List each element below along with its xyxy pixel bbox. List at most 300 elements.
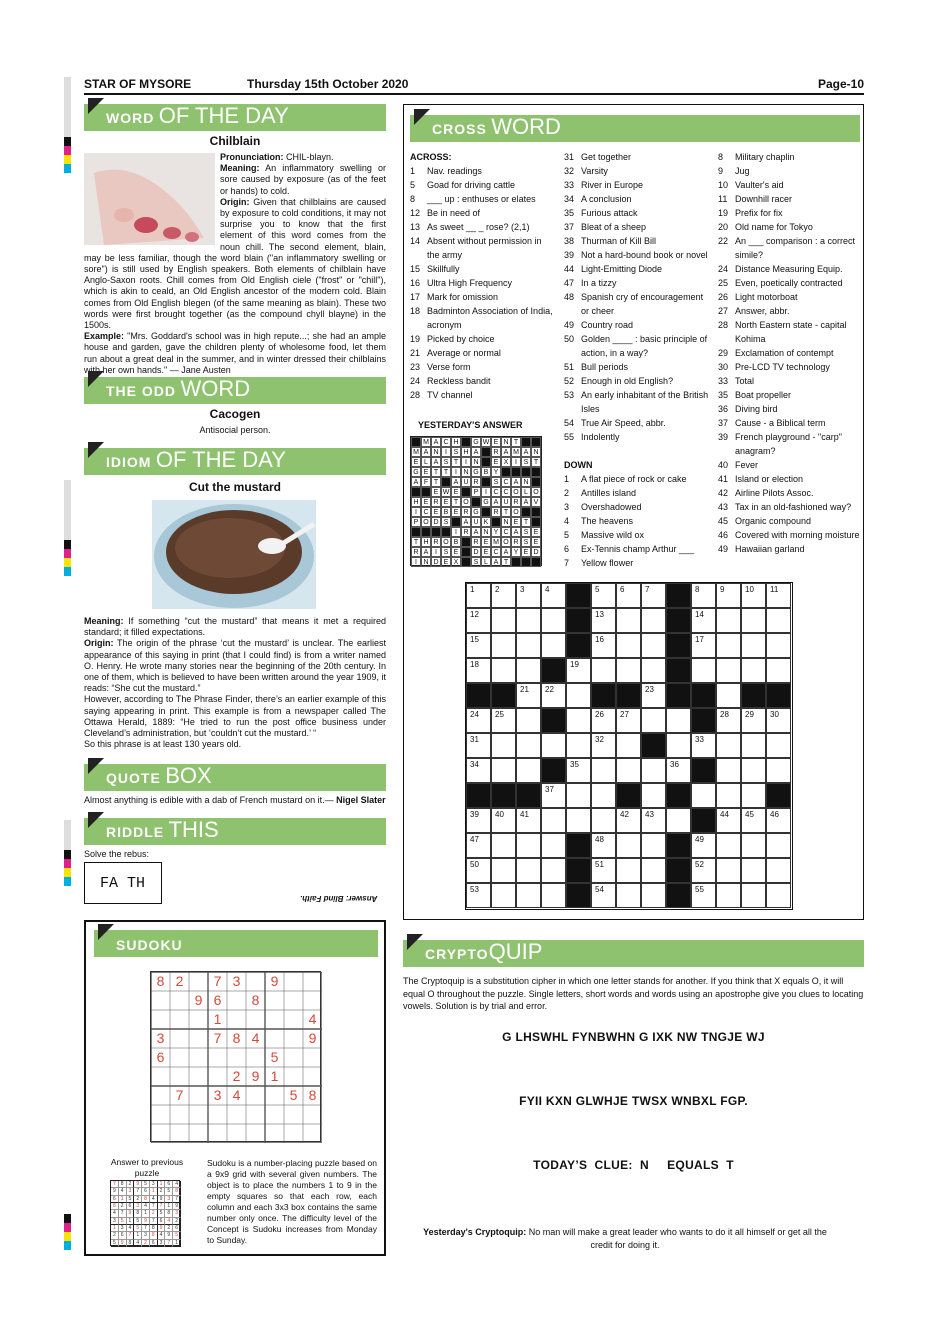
crossword-cell[interactable] — [741, 833, 766, 858]
sudoku-cell[interactable] — [208, 1105, 227, 1124]
crossword-cell[interactable] — [491, 758, 516, 783]
crossword-cell[interactable] — [491, 833, 516, 858]
crossword-cell[interactable]: 50 — [466, 858, 491, 883]
crossword-cell[interactable] — [741, 883, 766, 908]
crossword-cell[interactable] — [691, 658, 716, 683]
crossword-cell[interactable] — [641, 883, 666, 908]
clue-item: 37 Bleat of a sheep — [564, 222, 647, 232]
answer-letter: C — [501, 527, 511, 537]
sudoku-cell[interactable]: 8 — [232, 1030, 241, 1046]
crossword-cell[interactable] — [491, 733, 516, 758]
crossword-cell[interactable] — [716, 633, 741, 658]
answer-digit: 3 — [158, 1240, 166, 1247]
crossword-cell[interactable] — [666, 808, 691, 833]
crossword-grid[interactable] — [465, 582, 793, 910]
sudoku-cell[interactable]: 2 — [175, 973, 184, 989]
sudoku-cell[interactable]: 9 — [270, 973, 279, 989]
answer-letter: U — [461, 477, 471, 487]
crossword-cell[interactable] — [491, 883, 516, 908]
clue-item: 18 Badminton Association of India, acronym — [410, 306, 553, 330]
crossword-cell[interactable] — [641, 783, 666, 808]
crossword-cell[interactable]: 49 — [691, 833, 716, 858]
crossword-cell[interactable] — [741, 783, 766, 808]
sudoku-cell[interactable] — [151, 991, 170, 1010]
answer-letter: B — [441, 507, 451, 517]
sudoku-cell[interactable] — [170, 1067, 189, 1086]
sudoku-cell[interactable] — [189, 1124, 208, 1143]
crossword-cell[interactable] — [566, 733, 591, 758]
sudoku-cell[interactable] — [151, 1105, 170, 1124]
crossword-cell[interactable]: 48 — [591, 833, 616, 858]
answer-letter: O — [511, 487, 521, 497]
answer-digit: 9 — [173, 1203, 181, 1210]
sudoku-cell[interactable] — [189, 972, 208, 991]
answer-letter: A — [521, 447, 531, 457]
crossword-cell[interactable]: 51 — [591, 858, 616, 883]
crossword-cell[interactable]: 55 — [691, 883, 716, 908]
crossword-cell[interactable] — [666, 733, 691, 758]
sudoku-cell[interactable] — [189, 1067, 208, 1086]
crossword-cell[interactable] — [516, 658, 541, 683]
crossword-cell[interactable] — [566, 783, 591, 808]
answer-letter: A — [511, 477, 521, 487]
crossword-cell[interactable] — [716, 733, 741, 758]
crossword-cell[interactable] — [666, 708, 691, 733]
answer-digit: 9 — [165, 1232, 173, 1239]
crossword-cell[interactable] — [591, 783, 616, 808]
sudoku-cell[interactable] — [151, 1086, 170, 1105]
sudoku-cell[interactable]: 3 — [156, 1030, 165, 1046]
sudoku-previous-answer — [110, 1180, 180, 1246]
answer-digit: 7 — [127, 1232, 135, 1239]
answer-letter: R — [471, 477, 481, 487]
sudoku-cell[interactable] — [265, 1010, 284, 1029]
answer-letter: R — [431, 537, 441, 547]
crossword-cell[interactable]: 34 — [466, 758, 491, 783]
answer-digit: 4 — [142, 1203, 150, 1210]
answer-digit: 9 — [134, 1181, 142, 1188]
crossword-cell[interactable]: 52 — [691, 858, 716, 883]
sudoku-cell[interactable] — [170, 1010, 189, 1029]
crossword-cell[interactable] — [766, 758, 791, 783]
clue-item: 37 Cause - a Biblical term — [718, 418, 826, 428]
crossword-cell[interactable]: 19 — [566, 658, 591, 683]
crossword-cell[interactable]: 23 — [641, 683, 666, 708]
sudoku-cell[interactable]: 5 — [270, 1049, 279, 1065]
crossword-cell[interactable]: 42 — [616, 808, 641, 833]
crossword-cell[interactable]: 15 — [466, 633, 491, 658]
sudoku-cell[interactable]: 1 — [213, 1011, 222, 1027]
crossword-cell[interactable] — [716, 858, 741, 883]
crossword-cell[interactable] — [591, 758, 616, 783]
clue-item: 30 Pre-LCD TV technology — [718, 362, 830, 372]
sudoku-cell[interactable]: 7 — [213, 1030, 222, 1046]
answer-block — [461, 437, 471, 447]
answer-letter: A — [431, 437, 441, 447]
sudoku-cell[interactable]: 9 — [308, 1030, 317, 1046]
crossword-cell[interactable] — [641, 658, 666, 683]
sudoku-cell[interactable] — [284, 1105, 303, 1124]
sudoku-cell[interactable]: 8 — [251, 992, 260, 1008]
crossword-cell[interactable] — [741, 633, 766, 658]
crossword-cell[interactable]: 25 — [491, 708, 516, 733]
crossword-cell[interactable]: 5 — [591, 583, 616, 608]
sudoku-cell[interactable] — [265, 991, 284, 1010]
crossword-cell[interactable]: 36 — [666, 758, 691, 783]
sudoku-cell[interactable] — [227, 1048, 246, 1067]
sudoku-banner: SUDOKU — [94, 930, 378, 957]
crossword-cell[interactable] — [616, 758, 641, 783]
crossword-cell[interactable]: 44 — [716, 808, 741, 833]
sudoku-cell[interactable] — [246, 1086, 265, 1105]
clue-item: 5 Goad for driving cattle — [410, 180, 516, 190]
crossword-block — [566, 633, 591, 658]
sudoku-cell[interactable] — [151, 1067, 170, 1086]
answer-letter: N — [471, 457, 481, 467]
crossword-cell[interactable]: 13 — [591, 608, 616, 633]
crossword-cell[interactable] — [766, 733, 791, 758]
answer-block — [411, 487, 421, 497]
sudoku-cell[interactable] — [284, 1010, 303, 1029]
crossword-cell[interactable] — [516, 733, 541, 758]
crossword-cell[interactable]: 35 — [566, 758, 591, 783]
crossword-block — [666, 633, 691, 658]
crossword-cell[interactable]: 39 — [466, 808, 491, 833]
crossword-cell[interactable] — [566, 683, 591, 708]
crossword-cell[interactable]: 22 — [541, 683, 566, 708]
sudoku-cell[interactable] — [208, 1124, 227, 1143]
sudoku-cell[interactable] — [170, 1029, 189, 1048]
clue-item: 20 Old name for Tokyo — [718, 222, 813, 232]
sudoku-cell[interactable]: 6 — [213, 992, 222, 1008]
sudoku-cell[interactable] — [284, 991, 303, 1010]
answer-digit: 7 — [134, 1188, 142, 1195]
answer-letter: P — [411, 517, 421, 527]
sudoku-cell[interactable] — [227, 991, 246, 1010]
sudoku-cell[interactable] — [284, 1067, 303, 1086]
crossword-cell[interactable]: 54 — [591, 883, 616, 908]
answer-digit: 1 — [111, 1225, 119, 1232]
crossword-cell[interactable]: 30 — [766, 708, 791, 733]
answer-letter: A — [431, 457, 441, 467]
crossword-cell[interactable] — [516, 708, 541, 733]
crossword-cell[interactable]: 11 — [766, 583, 791, 608]
answer-digit: 7 — [111, 1181, 119, 1188]
clue-item: 12 Be in need of — [410, 208, 481, 218]
sudoku-cell[interactable] — [151, 1124, 170, 1143]
crossword-cell[interactable]: 33 — [691, 733, 716, 758]
answer-digit: 7 — [142, 1225, 150, 1232]
sudoku-cell[interactable]: 3 — [232, 973, 241, 989]
sudoku-cell[interactable] — [189, 1029, 208, 1048]
crossword-cell[interactable] — [766, 633, 791, 658]
crossword-cell[interactable] — [591, 658, 616, 683]
crossword-cell[interactable] — [516, 833, 541, 858]
answer-digit: 3 — [142, 1232, 150, 1239]
crossword-cell[interactable] — [491, 608, 516, 633]
crossword-cell[interactable] — [541, 608, 566, 633]
crossword-cell[interactable]: 29 — [741, 708, 766, 733]
answer-letter: E — [491, 457, 501, 467]
crossword-cell[interactable] — [716, 683, 741, 708]
crossword-cell[interactable]: 21 — [516, 683, 541, 708]
crossword-cell[interactable] — [716, 758, 741, 783]
page-header — [84, 77, 864, 95]
crossword-block — [566, 608, 591, 633]
answer-letter: E — [421, 467, 431, 477]
crossword-cell[interactable] — [541, 733, 566, 758]
answer-digit: 8 — [127, 1240, 135, 1247]
crossword-cell[interactable]: 7 — [641, 583, 666, 608]
answer-digit: 8 — [150, 1225, 158, 1232]
sudoku-cell[interactable] — [246, 1124, 265, 1143]
crossword-cell[interactable]: 32 — [591, 733, 616, 758]
crossword-cell[interactable]: 27 — [616, 708, 641, 733]
answer-block — [511, 557, 521, 567]
answer-letter: A — [421, 547, 431, 557]
sudoku-cell[interactable] — [246, 1105, 265, 1124]
crossword-cell[interactable]: 16 — [591, 633, 616, 658]
sudoku-cell[interactable]: 6 — [156, 1049, 165, 1065]
sudoku-cell[interactable]: 4 — [232, 1087, 241, 1103]
crossword-cell[interactable]: 9 — [716, 583, 741, 608]
sudoku-cell[interactable] — [303, 1124, 322, 1143]
sudoku-cell[interactable] — [265, 1124, 284, 1143]
sudoku-cell[interactable] — [170, 1105, 189, 1124]
sudoku-cell[interactable]: 9 — [194, 992, 203, 1008]
crossword-cell[interactable] — [616, 608, 641, 633]
answer-letter: I — [511, 457, 521, 467]
clue-item: 39 Not a hard-bound book or novel — [564, 250, 708, 260]
crossword-cell[interactable] — [766, 833, 791, 858]
sudoku-cell[interactable] — [303, 991, 322, 1010]
crossword-block — [666, 683, 691, 708]
clue-item: 35 Furious attack — [564, 208, 638, 218]
sudoku-cell[interactable] — [227, 1124, 246, 1143]
crossword-cell[interactable] — [566, 708, 591, 733]
crossword-cell[interactable]: 43 — [641, 808, 666, 833]
sudoku-cell[interactable] — [265, 1086, 284, 1105]
cryptoquip-intro: The Cryptoquip is a substitution cipher in which one letter stands for another. If you think that X equals O, it will equal O throughout the puzzle. Single letters, short words and words using an apostrophe give you clues to locating vowels. Solution is by trial and error. — [403, 976, 864, 1011]
sudoku-cell[interactable] — [189, 1010, 208, 1029]
sudoku-cell[interactable] — [284, 1124, 303, 1143]
crossword-cell[interactable] — [616, 883, 641, 908]
sudoku-cell[interactable] — [170, 1048, 189, 1067]
clue-item: 21 Average or normal — [410, 348, 501, 358]
crossword-cell[interactable]: 1 — [466, 583, 491, 608]
crossword-cell[interactable]: 41 — [516, 808, 541, 833]
crossword-cell[interactable]: 26 — [591, 708, 616, 733]
sudoku-cell[interactable] — [303, 972, 322, 991]
crossword-cell[interactable] — [766, 858, 791, 883]
sudoku-cell[interactable] — [227, 1105, 246, 1124]
crossword-cell[interactable]: 45 — [741, 808, 766, 833]
clue-item: 49 Country road — [564, 320, 634, 330]
sudoku-cell[interactable]: 5 — [289, 1087, 298, 1103]
answer-letter: T — [511, 437, 521, 447]
answer-letter: L — [481, 557, 491, 567]
crossword-cell[interactable] — [716, 783, 741, 808]
crossword-cell[interactable]: 31 — [466, 733, 491, 758]
answer-block — [411, 527, 421, 537]
crossword-cell[interactable]: 10 — [741, 583, 766, 608]
sudoku-cell[interactable]: 3 — [213, 1087, 222, 1103]
sudoku-cell[interactable] — [189, 1048, 208, 1067]
crossword-cell[interactable] — [516, 858, 541, 883]
crossword-cell[interactable]: 28 — [716, 708, 741, 733]
answer-digit: 5 — [127, 1196, 135, 1203]
crossword-cell[interactable]: 2 — [491, 583, 516, 608]
answer-block — [531, 437, 541, 447]
crossword-cell[interactable]: 37 — [541, 783, 566, 808]
sudoku-cell[interactable] — [208, 1048, 227, 1067]
crossword-cell[interactable] — [541, 883, 566, 908]
crossword-cell[interactable] — [641, 708, 666, 733]
crossword-cell[interactable] — [516, 608, 541, 633]
crossword-cell[interactable]: 24 — [466, 708, 491, 733]
odd-word-banner: THE ODD WORD — [84, 377, 386, 404]
answer-letter: K — [481, 517, 491, 527]
clue-item: 33 Total — [718, 376, 755, 386]
crossword-cell[interactable] — [641, 608, 666, 633]
sudoku-cell[interactable] — [265, 1105, 284, 1124]
rebus-box: FA TH — [84, 862, 162, 904]
clue-item: 23 Verse form — [410, 362, 471, 372]
answer-digit: 4 — [134, 1240, 142, 1247]
odd-word-title: Cacogen — [209, 407, 261, 421]
crossword-cell[interactable] — [716, 608, 741, 633]
sudoku-cell[interactable] — [246, 1010, 265, 1029]
crossword-cell[interactable] — [616, 858, 641, 883]
sudoku-cell[interactable] — [284, 1048, 303, 1067]
crossword-cell[interactable] — [616, 733, 641, 758]
crossword-block — [691, 708, 716, 733]
crossword-cell[interactable]: 18 — [466, 658, 491, 683]
crossword-cell[interactable] — [641, 858, 666, 883]
sudoku-cell[interactable] — [170, 991, 189, 1010]
sudoku-cell[interactable]: 7 — [213, 973, 222, 989]
answer-letter: R — [411, 547, 421, 557]
sudoku-cell[interactable] — [170, 1124, 189, 1143]
clue-item: 28 North Eastern state - capital Kohima — [718, 320, 847, 344]
crossword-cell[interactable] — [766, 883, 791, 908]
sudoku-cell[interactable] — [208, 1067, 227, 1086]
crossword-cell[interactable] — [541, 833, 566, 858]
crossword-cell[interactable] — [491, 858, 516, 883]
answer-digit: 8 — [150, 1232, 158, 1239]
answer-letter: S — [441, 457, 451, 467]
crossword-cell[interactable] — [616, 633, 641, 658]
crossword-cell[interactable]: 53 — [466, 883, 491, 908]
sudoku-cell[interactable] — [189, 1086, 208, 1105]
crossword-cell[interactable]: 12 — [466, 608, 491, 633]
crossword-cell[interactable] — [541, 633, 566, 658]
crossword-cell[interactable] — [516, 758, 541, 783]
sudoku-cell[interactable]: 8 — [156, 973, 165, 989]
crossword-cell[interactable] — [741, 758, 766, 783]
crossword-cell[interactable] — [641, 633, 666, 658]
crossword-cell[interactable]: 40 — [491, 808, 516, 833]
crossword-cell[interactable] — [741, 858, 766, 883]
sudoku-cell[interactable] — [151, 1010, 170, 1029]
crossword-cell[interactable] — [641, 833, 666, 858]
clue-item: 9 Jug — [718, 166, 750, 176]
crossword-cell[interactable]: 14 — [691, 608, 716, 633]
sudoku-cell[interactable]: 8 — [308, 1087, 317, 1103]
answer-block — [481, 447, 491, 457]
sudoku-cell[interactable] — [303, 1067, 322, 1086]
crossword-cell[interactable]: 47 — [466, 833, 491, 858]
crossword-cell[interactable] — [566, 808, 591, 833]
crossword-cell[interactable] — [641, 758, 666, 783]
crossword-block — [491, 683, 516, 708]
crossword-cell[interactable] — [541, 808, 566, 833]
crossword-cell[interactable] — [541, 858, 566, 883]
crossword-cell[interactable] — [716, 658, 741, 683]
sudoku-cell[interactable] — [284, 972, 303, 991]
sudoku-cell[interactable] — [303, 1105, 322, 1124]
sudoku-cell[interactable] — [246, 972, 265, 991]
answer-digit: 3 — [173, 1210, 181, 1217]
crossword-cell[interactable]: 6 — [616, 583, 641, 608]
crossword-cell[interactable] — [716, 833, 741, 858]
crossword-cell[interactable] — [516, 633, 541, 658]
crossword-cell[interactable]: 4 — [541, 583, 566, 608]
sudoku-cell[interactable]: 9 — [251, 1068, 260, 1084]
crossword-cell[interactable]: 8 — [691, 583, 716, 608]
crossword-cell[interactable] — [741, 658, 766, 683]
sudoku-cell[interactable] — [284, 1029, 303, 1048]
sudoku-cell[interactable]: 4 — [251, 1030, 260, 1046]
answer-letter: A — [461, 517, 471, 527]
crossword-cell[interactable] — [766, 658, 791, 683]
crossword-cell[interactable] — [716, 883, 741, 908]
clue-item: 48 Spanish cry of encouragement or cheer — [564, 292, 704, 316]
sudoku-cell[interactable] — [303, 1048, 322, 1067]
crossword-cell[interactable] — [591, 808, 616, 833]
crossword-cell[interactable] — [766, 608, 791, 633]
answer-digit: 7 — [158, 1203, 166, 1210]
answer-letter: S — [521, 457, 531, 467]
crossword-cell[interactable] — [616, 833, 641, 858]
crossword-cell[interactable] — [516, 883, 541, 908]
sudoku-cell[interactable] — [246, 1048, 265, 1067]
answer-letter: A — [471, 447, 481, 457]
sudoku-cell[interactable]: 2 — [232, 1068, 241, 1084]
answer-digit: 6 — [173, 1225, 181, 1232]
answer-digit: 2 — [127, 1181, 135, 1188]
crossword-cell[interactable] — [491, 633, 516, 658]
crossword-cell[interactable] — [616, 658, 641, 683]
answer-digit: 9 — [111, 1188, 119, 1195]
crossword-cell[interactable]: 17 — [691, 633, 716, 658]
crossword-cell[interactable] — [741, 608, 766, 633]
sudoku-cell[interactable] — [227, 1010, 246, 1029]
across-heading: ACROSS: — [410, 152, 452, 162]
crossword-cell[interactable]: 46 — [766, 808, 791, 833]
sudoku-cell[interactable]: 7 — [175, 1087, 184, 1103]
crossword-cell[interactable] — [691, 783, 716, 808]
crossword-cell[interactable]: 3 — [516, 583, 541, 608]
sudoku-cell[interactable] — [189, 1105, 208, 1124]
answer-block — [451, 517, 461, 527]
crossword-cell[interactable] — [741, 733, 766, 758]
sudoku-cell[interactable]: 1 — [270, 1068, 279, 1084]
sudoku-cell[interactable] — [265, 1029, 284, 1048]
sudoku-cell[interactable]: 4 — [308, 1011, 317, 1027]
crossword-cell[interactable] — [491, 658, 516, 683]
clue-item: 19 Prefix for fix — [718, 208, 783, 218]
